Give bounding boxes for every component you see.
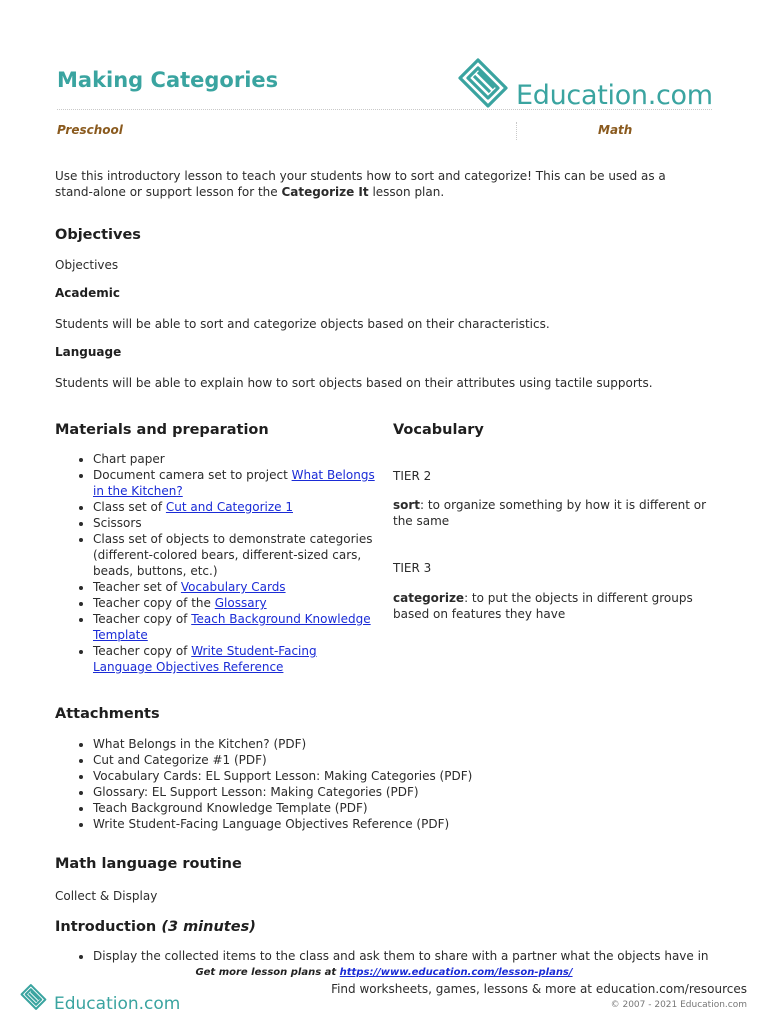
introduction-duration: (3 minutes)	[161, 919, 256, 935]
link-background-knowledge[interactable]: Teach Background Knowledge Template	[93, 612, 371, 642]
intro-text-end: lesson plan.	[368, 185, 445, 199]
footer-more-lessons	[0, 967, 768, 978]
list-item: • Display the collected items to the class and ask them to share with a partner what the objects have in	[93, 948, 753, 964]
footer-logo-wordmark[interactable]: Education.com	[54, 994, 181, 1014]
footer-logo-icon[interactable]	[19, 983, 51, 1013]
materials-heading: Materials and preparation	[55, 422, 269, 438]
objectives-heading: Objectives	[55, 227, 141, 243]
list-item: • Teach Background Knowledge Template (PDF)	[93, 800, 733, 816]
list-item: • Scissors	[93, 515, 377, 531]
education-logo-icon	[456, 56, 516, 114]
vocab-definition: : to organize something by how it is different or the same	[393, 498, 707, 528]
academic-heading: Academic	[55, 286, 120, 300]
list-item: • Write Student-Facing Language Objectives Reference (PDF)	[93, 816, 733, 832]
link-glossary[interactable]: Glossary	[214, 596, 267, 610]
list-item: • Chart paper	[93, 451, 377, 467]
subject-label: Math	[598, 123, 633, 137]
list-item: • Document camera set to project What Belongs in the Kitchen?	[93, 467, 377, 499]
list-item: • Cut and Categorize #1 (PDF)	[93, 752, 733, 768]
language-heading: Language	[55, 345, 122, 359]
attachments-list	[55, 736, 733, 832]
tier3-label: TIER 3	[393, 561, 432, 575]
footer-more-text: Get more lesson plans at	[195, 967, 340, 978]
meta-divider	[516, 122, 517, 140]
list-item: • Vocabulary Cards: EL Support Lesson: Making Categories (PDF)	[93, 768, 733, 784]
list-item: • Teacher set of Vocabulary Cards	[93, 579, 377, 595]
language-text: Students will be able to explain how to sort objects based on their attributes using tactile supports.	[55, 376, 653, 390]
logo-wordmark: Education.com	[516, 80, 713, 111]
routine-text: Collect & Display	[55, 889, 158, 903]
intro-paragraph	[55, 168, 700, 200]
list-item: • Class set of Cut and Categorize 1	[93, 499, 377, 515]
grade-label: Preschool	[57, 123, 123, 137]
footer-lesson-plans-link[interactable]: https://www.education.com/lesson-plans/	[339, 967, 573, 978]
vocab-term: sort	[393, 498, 421, 512]
header-divider	[57, 109, 712, 110]
footer-copyright: © 2007 - 2021 Education.com	[610, 1000, 747, 1010]
objectives-label: Objectives	[55, 258, 119, 272]
academic-text: Students will be able to sort and categorize objects based on their characteristics.	[55, 317, 550, 331]
materials-list	[55, 451, 377, 675]
vocabulary-heading: Vocabulary	[393, 422, 484, 438]
list-item: • Teacher copy of Teach Background Knowledge Template	[93, 611, 377, 643]
list-item: • What Belongs in the Kitchen? (PDF)	[93, 736, 733, 752]
vocab-categorize	[393, 590, 703, 622]
footer-find-text: Find worksheets, games, lessons & more at education.com/resources	[331, 982, 747, 996]
introduction-heading	[55, 919, 256, 935]
page-title: Making Categories	[57, 68, 279, 92]
link-language-objectives[interactable]: Write Student-Facing Language Objectives Reference	[93, 644, 317, 674]
list-item: • Class set of objects to demonstrate categories (different-colored bears, different-sized cars, beads, buttons, etc.)	[93, 531, 377, 579]
list-item: • Teacher copy of the Glossary	[93, 595, 377, 611]
routine-heading: Math language routine	[55, 856, 242, 872]
intro-bold: Categorize It	[281, 185, 369, 199]
vocab-definition: : to put the objects in different groups based on features they have	[393, 591, 693, 621]
intro-text: Use this introductory lesson to teach your students how to sort and categorize! This can be used as a stand-alone or support lesson for the	[55, 169, 666, 199]
attachments-heading: Attachments	[55, 706, 160, 722]
introduction-list	[55, 948, 753, 964]
link-vocabulary-cards[interactable]: Vocabulary Cards	[180, 580, 286, 594]
vocab-sort	[393, 497, 713, 529]
link-what-belongs[interactable]: What Belongs in the Kitchen?	[93, 468, 375, 498]
vocab-term: categorize	[393, 591, 465, 605]
list-item: • Teacher copy of Write Student-Facing Language Objectives Reference	[93, 643, 377, 675]
link-cut-categorize[interactable]: Cut and Categorize 1	[165, 500, 293, 514]
introduction-title: Introduction	[55, 919, 157, 935]
list-item: • Glossary: EL Support Lesson: Making Categories (PDF)	[93, 784, 733, 800]
tier2-label: TIER 2	[393, 469, 432, 483]
